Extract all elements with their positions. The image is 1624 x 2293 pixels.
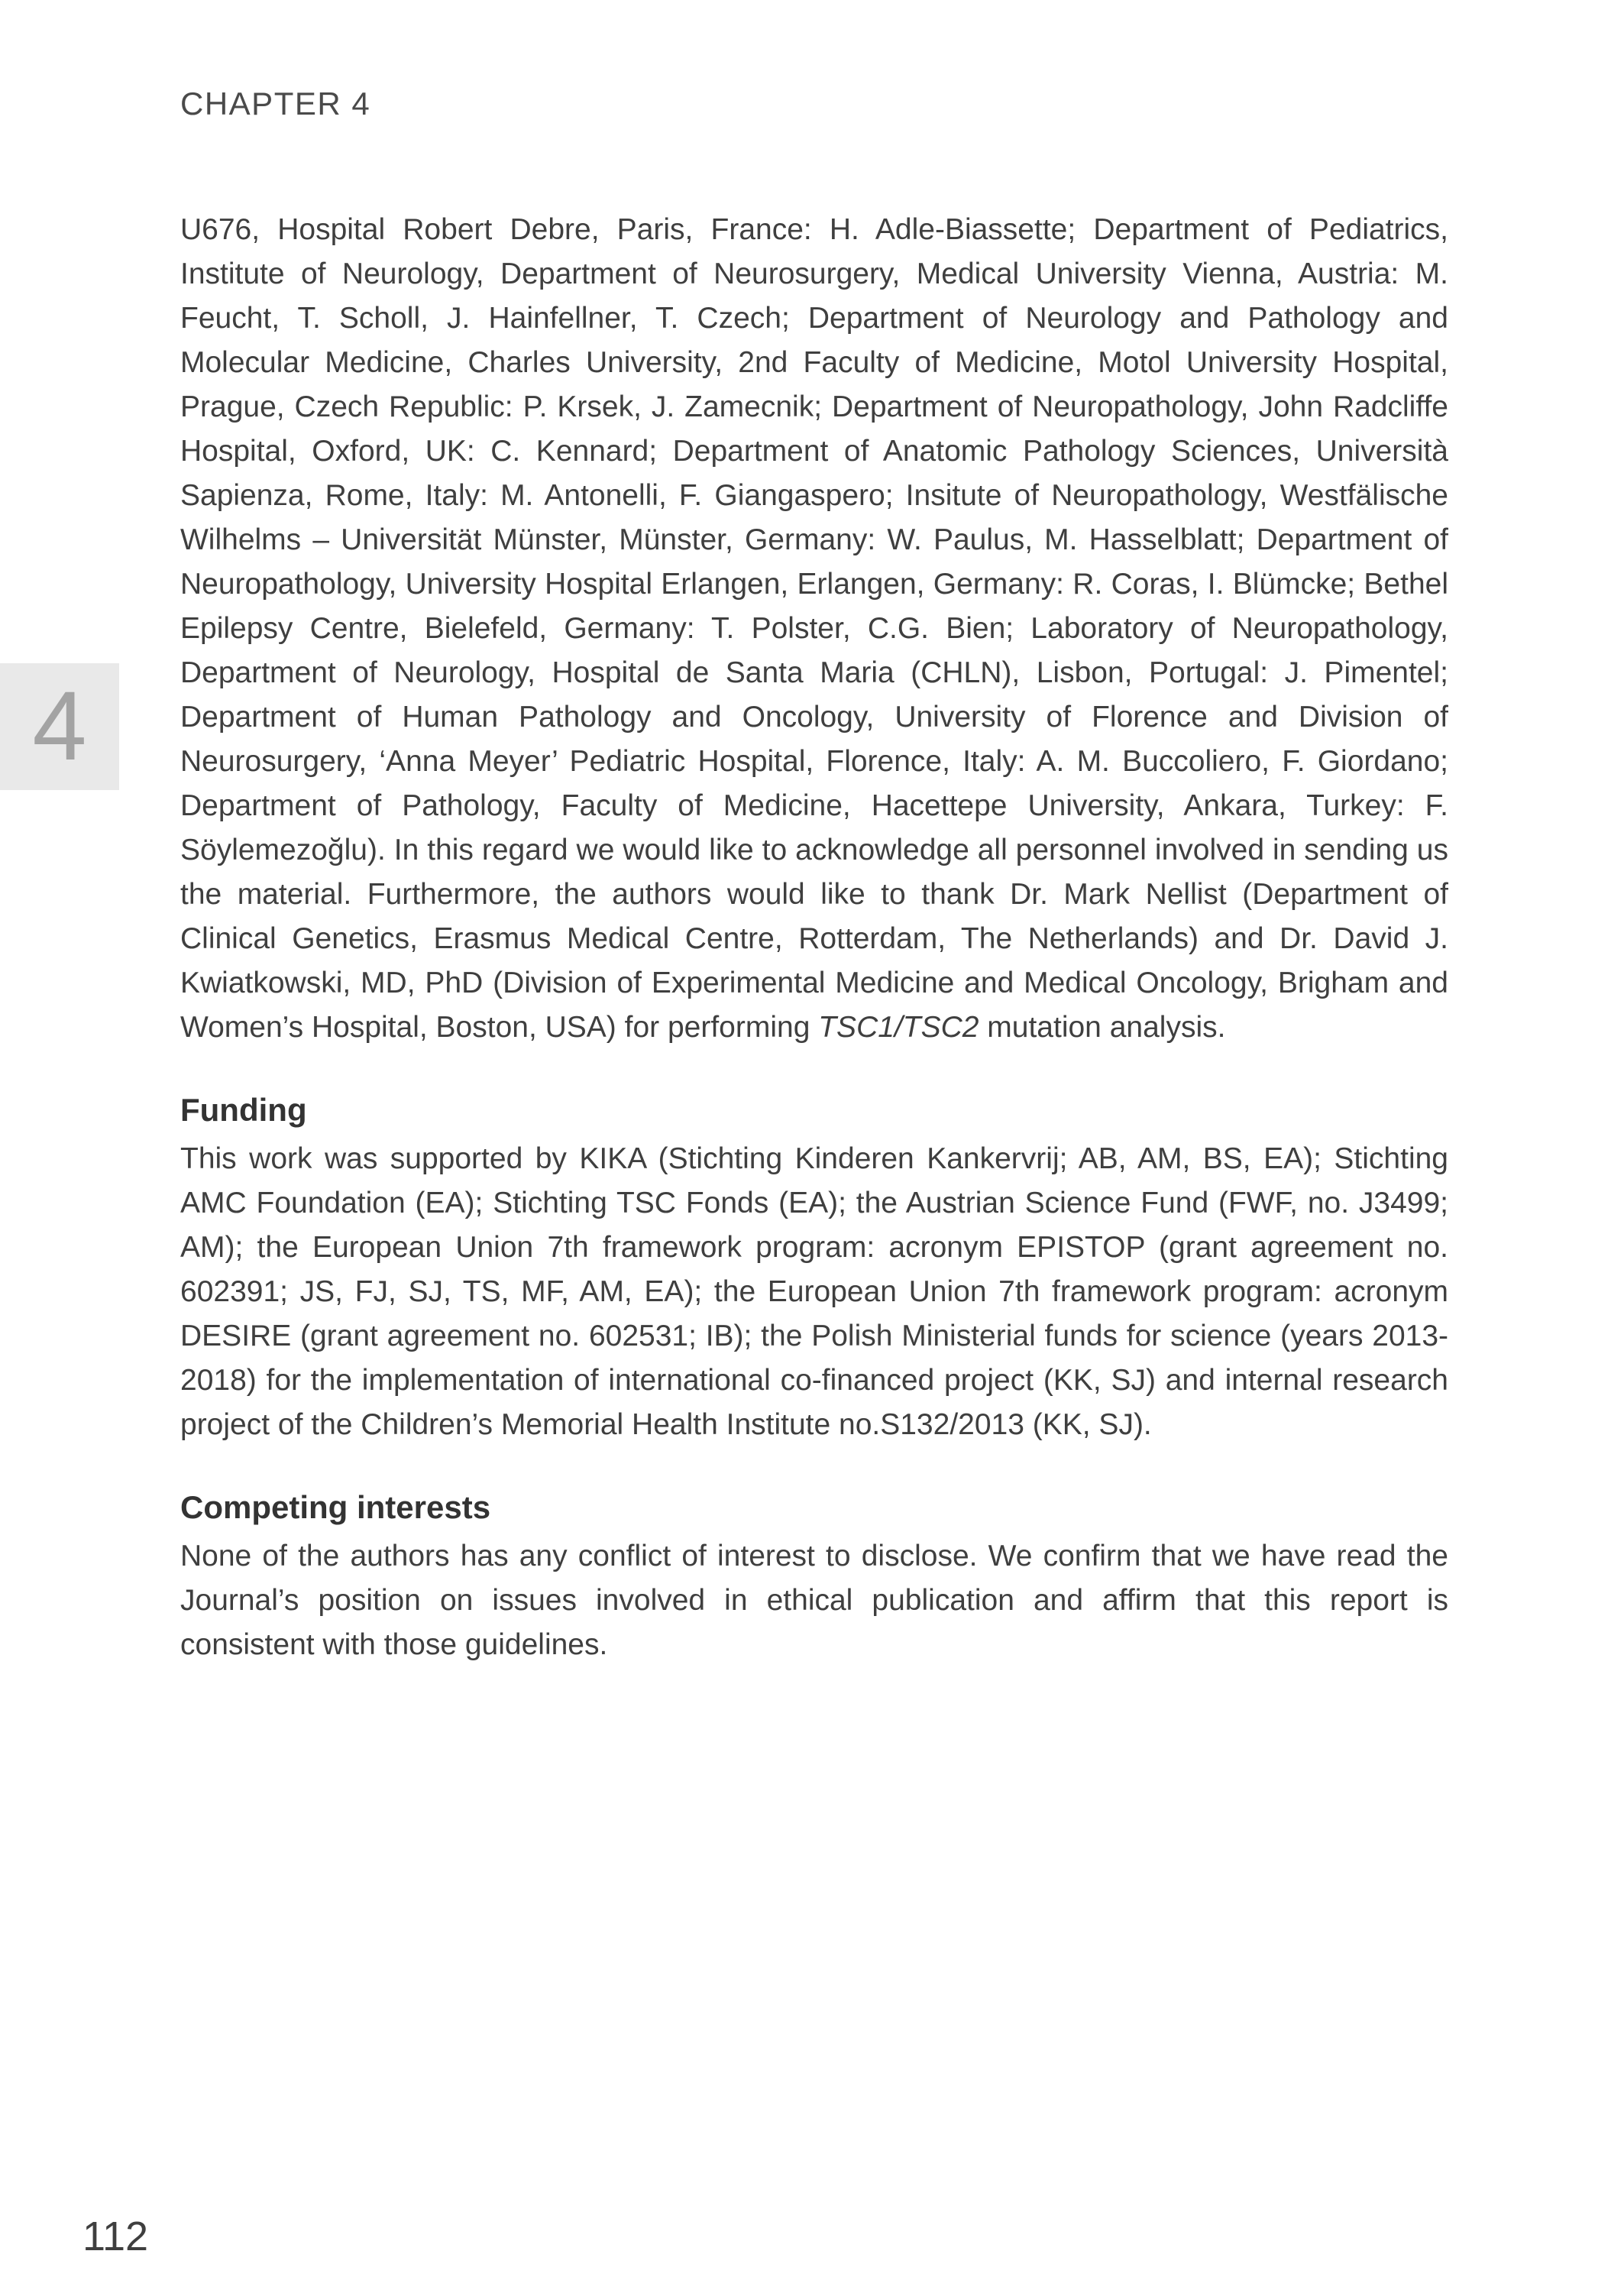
acknowledgments-text-before: U676, Hospital Robert Debre, Paris, France: H. Adle-Biassette; Department of Pediatrics, Institute of Neurology, Department of Neurosurgery, Medical University Vienna, Austria: M. Feucht, T. Scholl, J. Hainfellner, T. Czech; Department of Neurology and Pathology and Molecular Medicine, Charles University, 2nd Faculty of Medicine, Motol University Hospital, Prague, Czech Republic: P. Krsek, J. Zamecnik; Department of Neuropathology, John Radcliffe Hospital, Oxford, UK: C. Kennard; Department of Anatomic Pathology Sciences, Università Sapienza, Rome, Italy: M. Antonelli, F. Giangaspero; Insitute of Neuropathology, Westfälische Wilhelms – Universität Münster, Münster, Germany: W. Paulus, M. Hasselblatt; Department of Neuropathology, University Hospital Erlangen, Erlangen, Germany: R. Coras, I. Blümcke; Bethel Epilepsy Centre, Bielefeld, Germany: T. Polster, C.G. Bien; Laboratory of Neuropathology, Department of Neurology, Hospital de Santa Maria (CHLN), Lisbon, Portugal: J. Pimentel; Department of Human Pathology and Oncology, University of Florence and Division of Neurosurgery, ‘Anna Meyer’ Pediatric Hospital, Florence, Italy: A. M. Buccoliero, F. Giordano; Department of Pathology, Faculty of Medicine, Hacettepe University, Ankara, Turkey: F. Söylemezoğlu). In this regard we would like to acknowledge all personnel involved in sending us the material. Furthermore, the authors would like to thank Dr. Mark Nellist (Department of Clinical Genetics, Erasmus Medical Centre, Rotterdam, The Netherlands) and Dr. David J. Kwiatkowski, MD, PhD (Division of Experimental Medicine and Medical Oncology, Brigham and Women’s Hospital, Boston, USA) for performing [180, 213, 1448, 1044]
page-number: 112 [82, 2214, 149, 2259]
chapter-number: 4 [32, 672, 87, 781]
running-header: CHAPTER 4 [180, 86, 371, 121]
acknowledgments-paragraph [180, 208, 1448, 1050]
chapter-tab [0, 663, 119, 790]
competing-interests-paragraph: None of the authors has any conflict of interest to disclose. We confirm that we have read the Journal’s position on issues involved in ethical publication and affirm that this report is consistent with those guidelines. [180, 1540, 1448, 1661]
acknowledgments-text-after: mutation analysis. [979, 1011, 1226, 1044]
section-heading-funding: Funding [180, 1092, 307, 1128]
page-content [180, 208, 1448, 1667]
funding-paragraph: This work was supported by KIKA (Stichting Kinderen Kankervrij; AB, AM, BS, EA); Stichting AMC Foundation (EA); Stichting TSC Fonds (EA); the Austrian Science Fund (FWF, no. J3499; AM); the European Union 7th framework program: acronym EPISTOP (grant agreement no. 602391; JS, FJ, SJ, TS, MF, AM, EA); the European Union 7th framework program: acronym DESIRE (grant agreement no. 602531; IB); the Polish Ministerial funds for science (years 2013-2018) for the implementation of international co-financed project (KK, SJ) and internal research project of the Children’s Memorial Health Institute no.S132/2013 (KK, SJ). [180, 1142, 1448, 1441]
section-heading-competing-interests: Competing interests [180, 1489, 491, 1525]
gene-names-italic: TSC1/TSC2 [818, 1011, 979, 1044]
